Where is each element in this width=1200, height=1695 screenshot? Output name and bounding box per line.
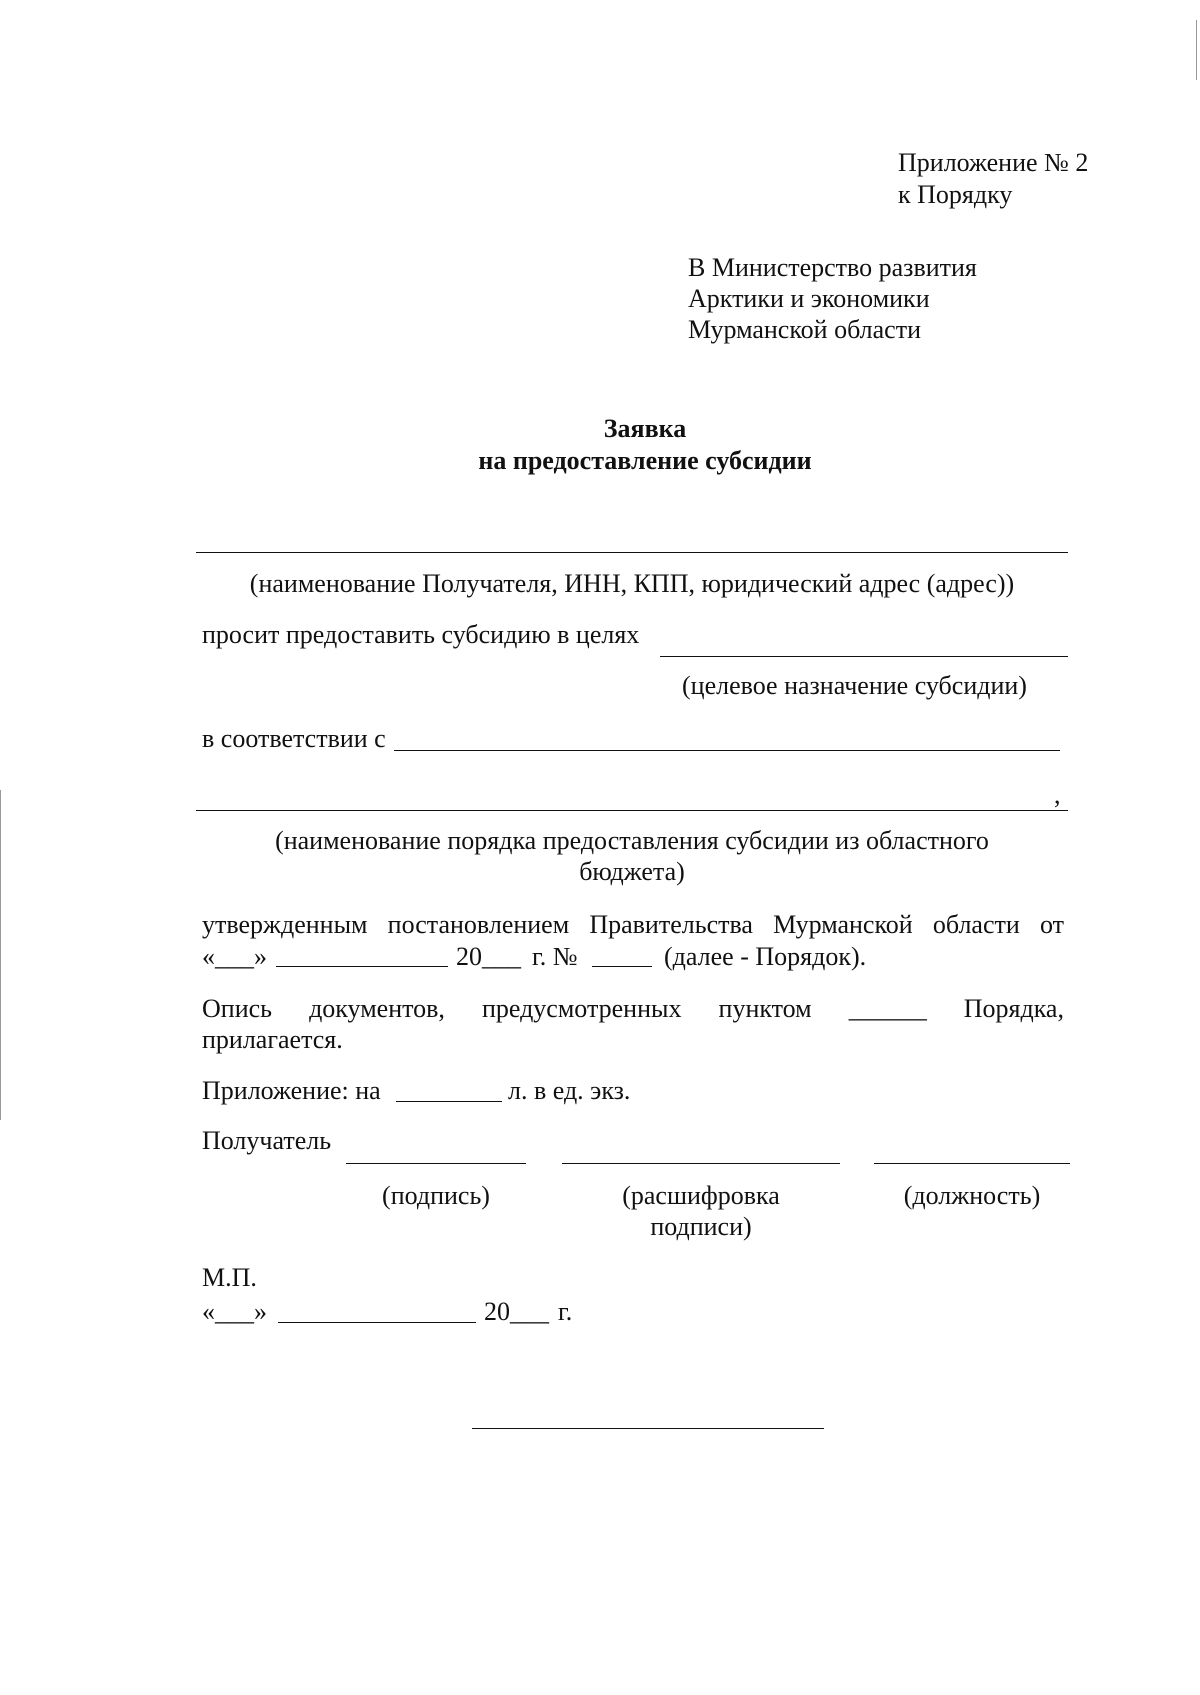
inventory-word: Порядка,	[963, 994, 1064, 1023]
inventory-line	[202, 993, 1064, 1024]
approval-year: 20___	[456, 942, 521, 971]
inventory-line-2: прилагается.	[202, 1025, 343, 1054]
position-line	[874, 1163, 1070, 1164]
attachment-sheets-line	[396, 1101, 502, 1102]
approved-word: Мурманской	[773, 910, 913, 939]
recipient-name-line	[196, 552, 1068, 553]
decoding-caption-line-1: (расшифровка	[622, 1181, 780, 1210]
accordance-label: в соответствии с	[202, 724, 386, 753]
approval-number-label: г. №	[532, 942, 578, 971]
attachment-suffix: л. в ед. экз.	[508, 1076, 631, 1105]
approved-word: области	[932, 910, 1020, 939]
document-subtitle: на предоставление субсидии	[478, 446, 812, 475]
purpose-label: просит предоставить субсидию в целях	[202, 620, 640, 649]
inventory-word: предусмотренных	[481, 994, 682, 1023]
inventory-word: Опись	[202, 994, 273, 1023]
approved-word: постановлением	[387, 910, 570, 939]
final-date-quote: «___»	[202, 1297, 267, 1326]
purpose-caption: (целевое назначение субсидии)	[682, 671, 1027, 700]
document-title: Заявка	[603, 414, 687, 443]
addressee-line-1: В Министерство развития	[688, 253, 977, 282]
closing-divider	[472, 1428, 824, 1429]
appendix-line-1: Приложение № 2	[898, 148, 1089, 177]
appendix-line-2: к Порядку	[898, 180, 1013, 209]
recipient-label: Получатель	[202, 1126, 332, 1155]
approved-word: от	[1039, 910, 1064, 939]
attachment-prefix: Приложение: на	[202, 1076, 381, 1105]
approval-month-line	[276, 966, 448, 967]
inventory-word: ______	[848, 994, 927, 1023]
approval-date-quote: «___»	[202, 942, 267, 971]
approval-tail: (далее - Порядок).	[664, 942, 867, 971]
final-date-g: г.	[558, 1297, 573, 1326]
decoding-caption-line-2: подписи)	[650, 1212, 752, 1241]
procedure-caption-line-2: бюджета)	[579, 857, 685, 886]
accordance-line	[394, 750, 1060, 751]
inventory-word: документов,	[309, 994, 445, 1023]
accordance-comma: ,	[1054, 780, 1061, 809]
approved-word: Правительства	[589, 910, 753, 939]
signature-caption: (подпись)	[382, 1181, 490, 1210]
approved-line	[202, 909, 1064, 940]
final-month-line	[278, 1322, 476, 1323]
approval-number-line	[592, 966, 652, 967]
recipient-caption: (наименование Получателя, ИНН, КПП, юридический адрес (адрес))	[249, 569, 1015, 598]
procedure-name-line	[196, 810, 1068, 811]
inventory-word: пунктом	[718, 994, 812, 1023]
addressee-line-2: Арктики и экономики	[688, 284, 930, 313]
purpose-line	[660, 656, 1068, 657]
position-caption: (должность)	[903, 1181, 1041, 1210]
procedure-caption-line-1: (наименование порядка предоставления субсидии из областного	[275, 826, 989, 855]
decoding-line	[562, 1163, 840, 1164]
scan-edge-left	[0, 790, 1, 1120]
scan-edge-right	[1196, 20, 1197, 80]
signature-line	[346, 1163, 526, 1164]
approved-word: утвержденным	[202, 910, 368, 939]
stamp-label: М.П.	[202, 1263, 257, 1292]
addressee-line-3: Мурманской области	[688, 315, 921, 344]
final-year: 20___	[484, 1297, 549, 1326]
